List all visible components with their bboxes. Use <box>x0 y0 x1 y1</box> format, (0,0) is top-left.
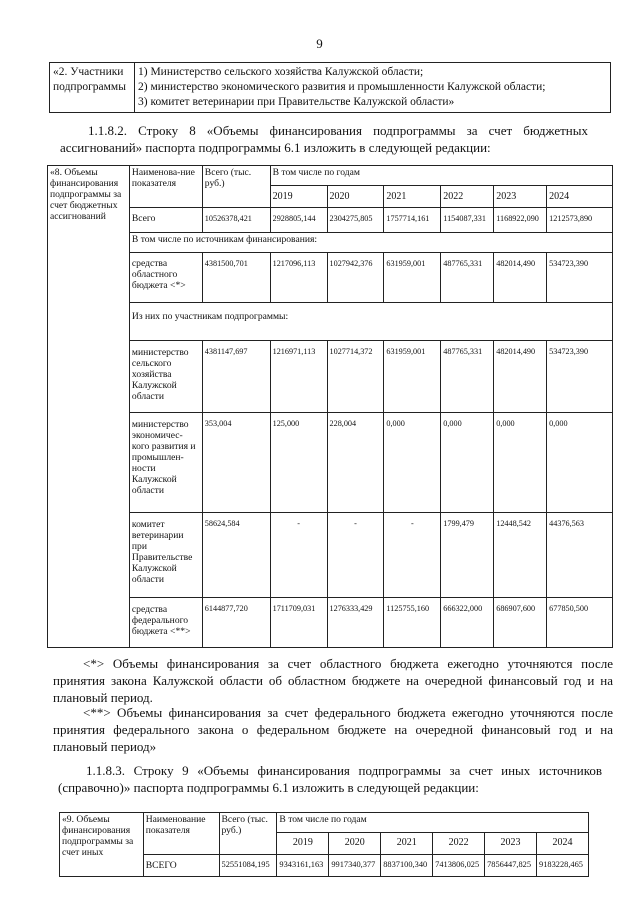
row-value: 1168922,090 <box>494 208 547 233</box>
participants-table <box>49 62 611 113</box>
year-header: 2020 <box>327 186 384 208</box>
row-value: 686907,600 <box>494 598 547 648</box>
row-total: 10526378,421 <box>202 208 270 233</box>
row-value: 1125755,160 <box>384 598 441 648</box>
row-value: 1217096,113 <box>270 253 327 303</box>
row-9-label: «9. Объемы финансирования подпрограммы за счет иных <box>60 813 144 877</box>
row-value: 9917340,377 <box>329 855 381 877</box>
participants-list <box>135 63 611 113</box>
row-total: 6144877,720 <box>202 598 270 648</box>
col-years-group-header: В том числе по годам <box>277 813 589 833</box>
col-name-header: Наименова-ние показателя <box>129 166 202 208</box>
row-value: 9343161,163 <box>277 855 329 877</box>
page-number: 9 <box>316 36 323 51</box>
row-value: 228,004 <box>327 413 384 513</box>
year-header: 2022 <box>433 833 485 855</box>
row-value: 2928805,144 <box>270 208 327 233</box>
participant-item: 2) министерство экономического развития и промышленности Калужской области; <box>138 81 546 93</box>
year-header: 2024 <box>547 186 613 208</box>
row-value: 487765,331 <box>441 253 494 303</box>
year-header: 2024 <box>537 833 589 855</box>
row-value: 677850,500 <box>547 598 613 648</box>
row-value: 9183228,465 <box>537 855 589 877</box>
sources-header: В том числе по источникам финансирования: <box>129 233 612 253</box>
participants-header: Из них по участникам подпрограммы: <box>129 303 612 341</box>
row-total: 4381147,697 <box>202 341 270 413</box>
funding-other-sources-table <box>59 812 589 877</box>
row-name: средства федерального бюджета <**> <box>129 598 202 648</box>
row-value: 631959,001 <box>384 253 441 303</box>
row-value: 1216971,113 <box>270 341 327 413</box>
row-total: 4381500,701 <box>202 253 270 303</box>
row-name: комитет ветеринарии при Правительстве Калужской области <box>129 513 202 598</box>
col-years-group-header: В том числе по годам <box>270 166 612 186</box>
year-header: 2021 <box>381 833 433 855</box>
table-row <box>48 413 613 513</box>
row-value: 534723,390 <box>547 253 613 303</box>
table-row <box>48 341 613 413</box>
row-8-label: «8. Объемы финансирования подпрограммы за счет бюджетных ассигнований <box>48 166 130 648</box>
row-name: министерство сельского хозяйства Калужской области <box>129 341 202 413</box>
row-value: 1154087,331 <box>441 208 494 233</box>
col-total-header: Всего (тыс. руб.) <box>219 813 277 855</box>
footnote-regional: <*> Объемы финансирования за счет областного бюджета ежегодно уточняются после принятия закона Калужской области об областном бюджете на очередной финансовый год и на плановый период. <box>53 656 613 705</box>
row-value: 1276333,429 <box>327 598 384 648</box>
row-value: 2304275,805 <box>327 208 384 233</box>
row-value: 1711709,031 <box>270 598 327 648</box>
table-row <box>48 253 613 303</box>
row-value: 487765,331 <box>441 341 494 413</box>
table-row <box>48 598 613 648</box>
year-header: 2019 <box>277 833 329 855</box>
row-value: - <box>327 513 384 598</box>
paragraph-1-1-8-2: 1.1.8.2. Строку 8 «Объемы финансирования подпрограммы за счет бюджетных ассигнований» паспорта подпрограммы 6.1 изложить в следующей редакции: <box>60 123 588 155</box>
row-value: 1799,479 <box>441 513 494 598</box>
row-value: - <box>384 513 441 598</box>
row-value: 1027714,372 <box>327 341 384 413</box>
row-value: 7856447,825 <box>485 855 537 877</box>
row-value: - <box>270 513 327 598</box>
footnote-federal: <**> Объемы финансирования за счет федерального бюджета ежегодно уточняются после принятия федерального закона о федеральном бюджете на очередной финансовый год и на плановый период» <box>53 705 613 754</box>
row-value: 0,000 <box>494 413 547 513</box>
participants-label: «2. Участники подпрограммы <box>50 63 135 113</box>
row-value: 12448,542 <box>494 513 547 598</box>
participant-item: 3) комитет ветеринарии при Правительстве Калужской области» <box>138 96 455 108</box>
row-value: 0,000 <box>384 413 441 513</box>
funding-budget-table <box>47 165 613 648</box>
year-header: 2022 <box>441 186 494 208</box>
paragraph-1-1-8-3: 1.1.8.3. Строку 9 «Объемы финансирования подпрограммы за счет иных источников (справочно)» паспорта подпрограммы 6.1 изложить в следующей редакции: <box>58 763 602 795</box>
col-name-header: Наименование показателя <box>143 813 219 855</box>
row-name: средства областного бюджета <*> <box>129 253 202 303</box>
row-name: ВСЕГО <box>143 855 219 877</box>
row-value: 8837100,340 <box>381 855 433 877</box>
row-total: 353,004 <box>202 413 270 513</box>
year-header: 2023 <box>494 186 547 208</box>
row-value: 631959,001 <box>384 341 441 413</box>
row-value: 125,000 <box>270 413 327 513</box>
row-value: 1027942,376 <box>327 253 384 303</box>
year-header: 2023 <box>485 833 537 855</box>
year-header: 2019 <box>270 186 327 208</box>
year-header: 2020 <box>329 833 381 855</box>
table-row <box>48 208 613 233</box>
row-value: 666322,000 <box>441 598 494 648</box>
row-value: 482014,490 <box>494 253 547 303</box>
row-value: 1757714,161 <box>384 208 441 233</box>
row-value: 0,000 <box>547 413 613 513</box>
row-value: 0,000 <box>441 413 494 513</box>
row-value: 482014,490 <box>494 341 547 413</box>
table-row <box>48 513 613 598</box>
row-value: 1212573,890 <box>547 208 613 233</box>
row-value: 534723,390 <box>547 341 613 413</box>
row-name: министерство экономичес-кого развития и промышлен-ности Калужской области <box>129 413 202 513</box>
col-total-header: Всего (тыс. руб.) <box>202 166 270 208</box>
row-value: 7413806,025 <box>433 855 485 877</box>
row-value: 44376,563 <box>547 513 613 598</box>
participant-item: 1) Министерство сельского хозяйства Калужской области; <box>138 66 424 78</box>
row-name: Всего <box>129 208 202 233</box>
row-total: 58624,584 <box>202 513 270 598</box>
row-total: 52551084,195 <box>219 855 277 877</box>
year-header: 2021 <box>384 186 441 208</box>
